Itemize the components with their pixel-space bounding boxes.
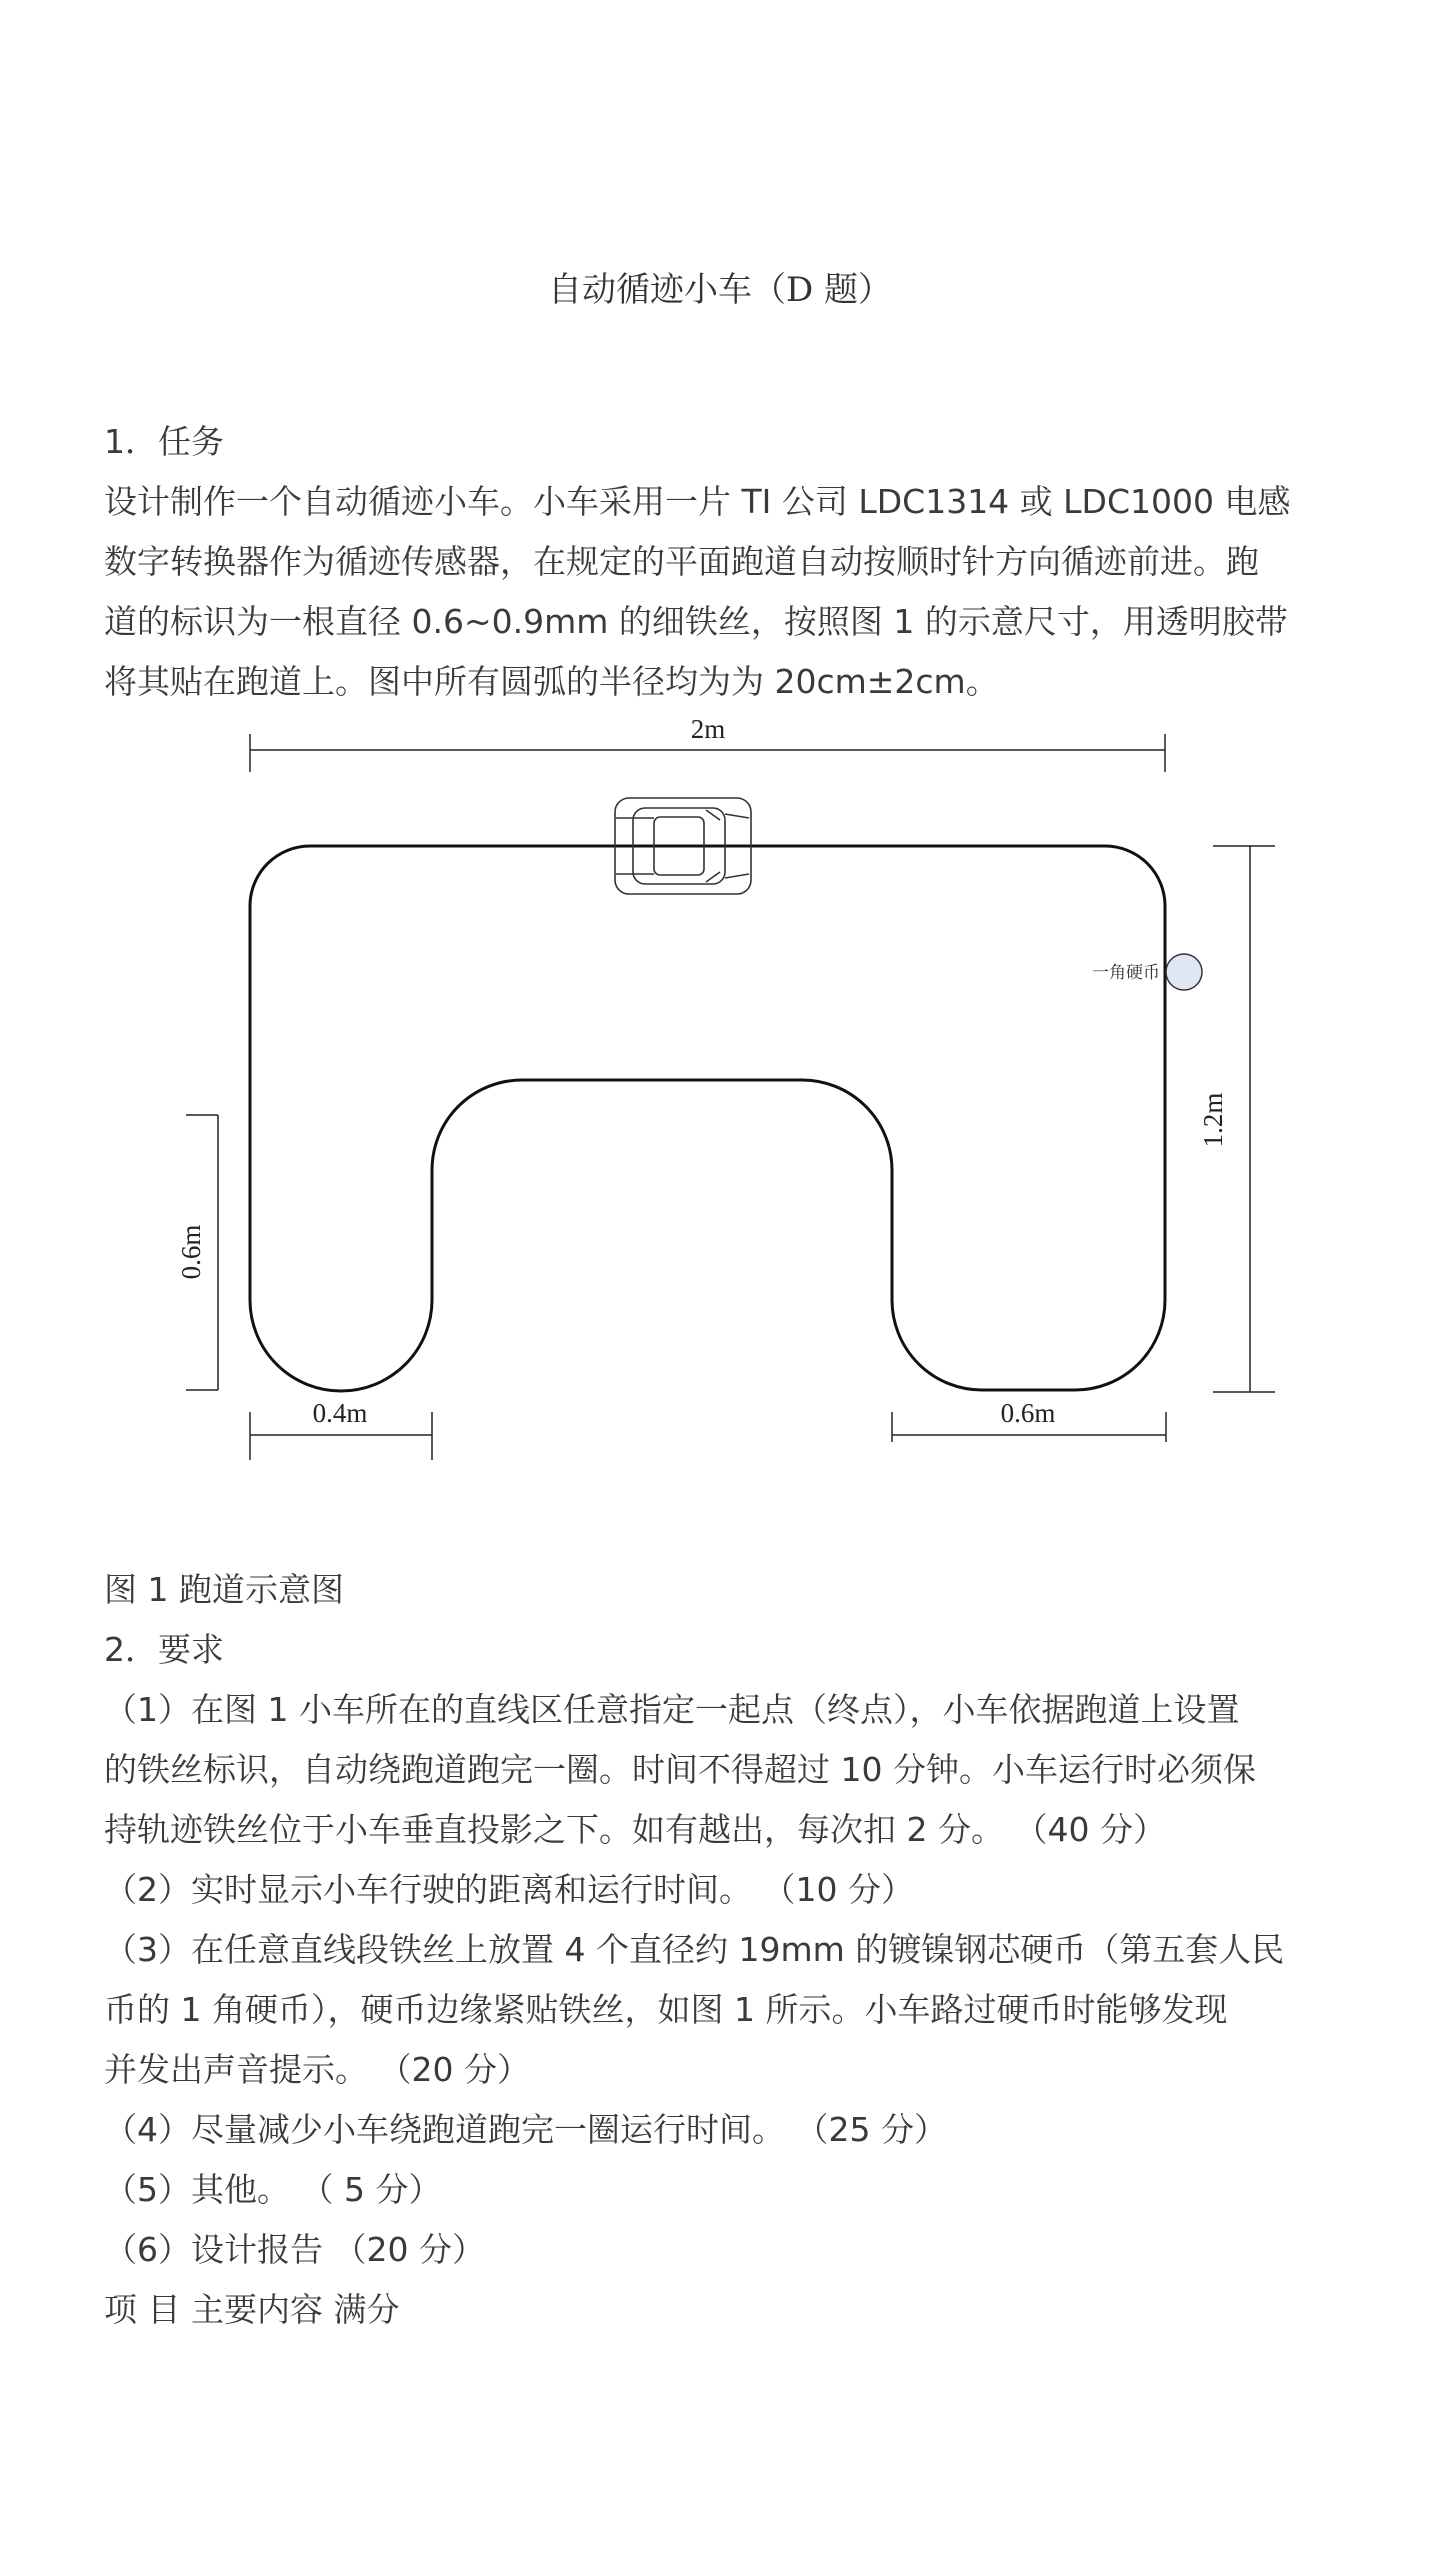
section1-line-3: 道的标识为一根直径 0.6~0.9mm 的细铁丝，按照图 1 的示意尺寸，用透明胶带: [104, 602, 1288, 641]
dim-left-label: 0.6m: [176, 1224, 206, 1280]
figure-caption: 图 1 跑道示意图: [104, 1570, 344, 1609]
track-wire: [250, 846, 1165, 1391]
section2-line-6: 币的 1 角硬币），硬币边缘紧贴铁丝，如图 1 所示。小车路过硬币时能够发现: [104, 1990, 1228, 2029]
section2-line-4: （2）实时显示小车行驶的距离和运行时间。 （10 分）: [104, 1870, 914, 1909]
table-header-line: 项 目 主要内容 满分: [104, 2290, 400, 2329]
coin-icon: [1166, 954, 1202, 990]
dim-right-label: 1.2m: [1198, 1092, 1228, 1148]
section2-line-10: （6）设计报告 （20 分）: [104, 2230, 485, 2269]
section2-line-7: 并发出声音提示。 （20 分）: [104, 2050, 530, 2089]
section2-line-5: （3）在任意直线段铁丝上放置 4 个直径约 19mm 的镀镍钢芯硬币（第五套人民: [104, 1930, 1285, 1969]
section1-heading: 1．任务: [104, 422, 224, 461]
section2-line-2: 的铁丝标识，自动绕跑道跑完一圈。时间不得超过 10 分钟。小车运行时必须保: [104, 1750, 1256, 1789]
dim-bottom-left-label: 0.4m: [312, 1398, 368, 1428]
section2-line-8: （4）尽量减少小车绕跑道跑完一圈运行时间。 （25 分）: [104, 2110, 947, 2149]
page-title: 自动循迹小车（D 题）: [547, 270, 893, 310]
section2-heading: 2．要求: [104, 1630, 224, 1669]
section2-line-1: （1）在图 1 小车所在的直线区任意指定一起点（终点），小车依据跑道上设置: [104, 1690, 1240, 1729]
section1-line-2: 数字转换器作为循迹传感器，在规定的平面跑道自动按顺时针方向循迹前进。跑: [104, 542, 1259, 581]
section2-line-3: 持轨迹铁丝位于小车垂直投影之下。如有越出，每次扣 2 分。 （40 分）: [104, 1810, 1166, 1849]
section1-line-1: 设计制作一个自动循迹小车。小车采用一片 TI 公司 LDC1314 或 LDC1000 电感: [104, 482, 1291, 521]
dim-top-label: 2m: [690, 714, 726, 744]
track-diagram: [0, 700, 1440, 1500]
coin-label: 一角硬币: [1092, 963, 1160, 983]
section1-line-4: 将其贴在跑道上。图中所有圆弧的半径均为为 20cm±2cm。: [104, 662, 999, 701]
section2-line-9: （5）其他。 （ 5 分）: [104, 2170, 442, 2209]
dim-bottom-right-label: 0.6m: [1000, 1398, 1056, 1428]
